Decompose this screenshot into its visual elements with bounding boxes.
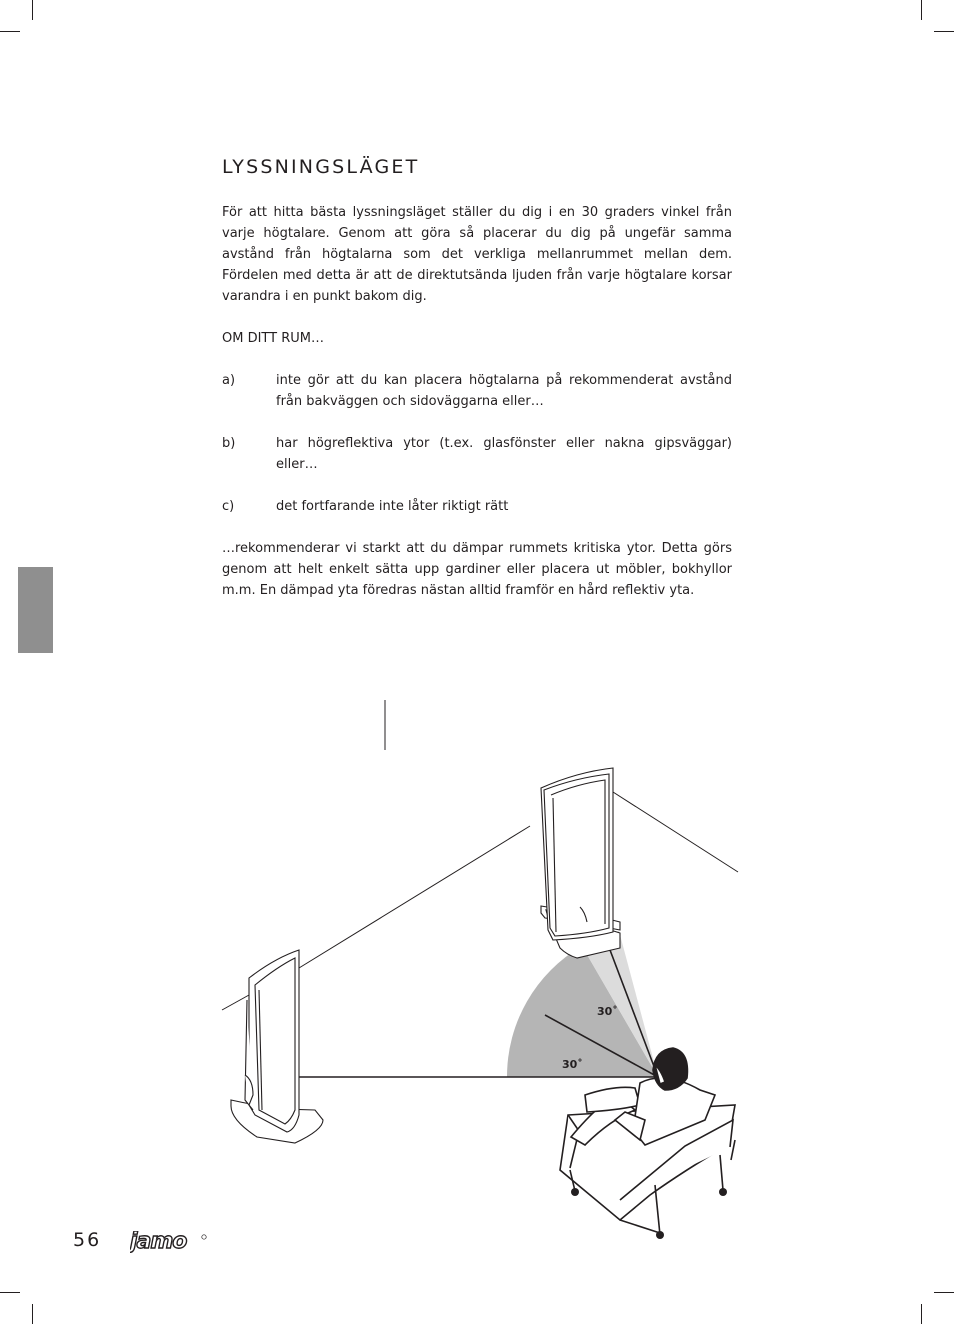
crop-mark bbox=[0, 1292, 20, 1293]
text-column bbox=[222, 156, 732, 601]
chair-leg-foot bbox=[719, 1188, 727, 1196]
crop-mark bbox=[0, 31, 20, 32]
crop-mark bbox=[921, 1304, 922, 1324]
page-number: 56 bbox=[73, 1229, 102, 1251]
speaker-left bbox=[231, 950, 323, 1143]
wall-line bbox=[299, 826, 530, 968]
chair-leg-foot bbox=[656, 1231, 664, 1239]
jamo-logo bbox=[130, 1231, 208, 1253]
intro-paragraph: För att hitta bästa lyssningsläget ställer du dig i en 30 graders vinkel från varje högtalare. Genom att göra så placerar du dig på ungefär samma avstånd från högtalarna som det verkliga mellanrummet mellan dem. Fördelen med detta är att de direktutsända ljuden från varje högtalare korsar varandra i en punkt bakom dig. bbox=[222, 205, 732, 304]
section-heading: LYSSNINGSLÄGET bbox=[222, 156, 420, 178]
speaker-right bbox=[541, 768, 620, 958]
list-marker: b) bbox=[222, 436, 236, 451]
chapter-tab bbox=[18, 567, 53, 653]
closing-paragraph: …rekommenderar vi starkt att du dämpar rummets kritiska ytor. Detta görs genom att helt enkelt sätta upp gardiner eller placera ut möbler, bokhyllor m.m. En dämpad yta föredras nästan alltid framför en hård reflektiv yta. bbox=[222, 541, 732, 598]
crop-mark bbox=[934, 31, 954, 32]
angle-label-lower: 30˚ bbox=[562, 1058, 583, 1071]
crop-mark bbox=[921, 0, 922, 20]
list-text: har högreflektiva ytor (t.ex. glasfönster eller nakna gipsväggar) eller… bbox=[276, 436, 732, 472]
list-item bbox=[222, 370, 732, 412]
crop-mark bbox=[934, 1292, 954, 1293]
list-text: inte gör att du kan placera högtalarna på rekommenderat avstånd från bakväggen och sidoväggarna eller… bbox=[276, 373, 732, 409]
list-item bbox=[222, 496, 732, 517]
crop-mark bbox=[32, 0, 33, 20]
list-text: det fortfarande inte låter riktigt rätt bbox=[276, 499, 509, 514]
chair-leg-foot bbox=[571, 1188, 579, 1196]
svg-text:jamo: jamo bbox=[130, 1231, 187, 1253]
list-marker: a) bbox=[222, 373, 236, 388]
crop-mark bbox=[32, 1304, 33, 1324]
list-marker: c) bbox=[222, 499, 235, 514]
angle-label-upper: 30˚ bbox=[597, 1005, 618, 1018]
list-item bbox=[222, 433, 732, 475]
listening-position-diagram bbox=[215, 700, 745, 1245]
room-subheading: OM DITT RUM… bbox=[222, 331, 324, 346]
wall-line bbox=[222, 995, 249, 1010]
wall-line bbox=[613, 792, 738, 872]
